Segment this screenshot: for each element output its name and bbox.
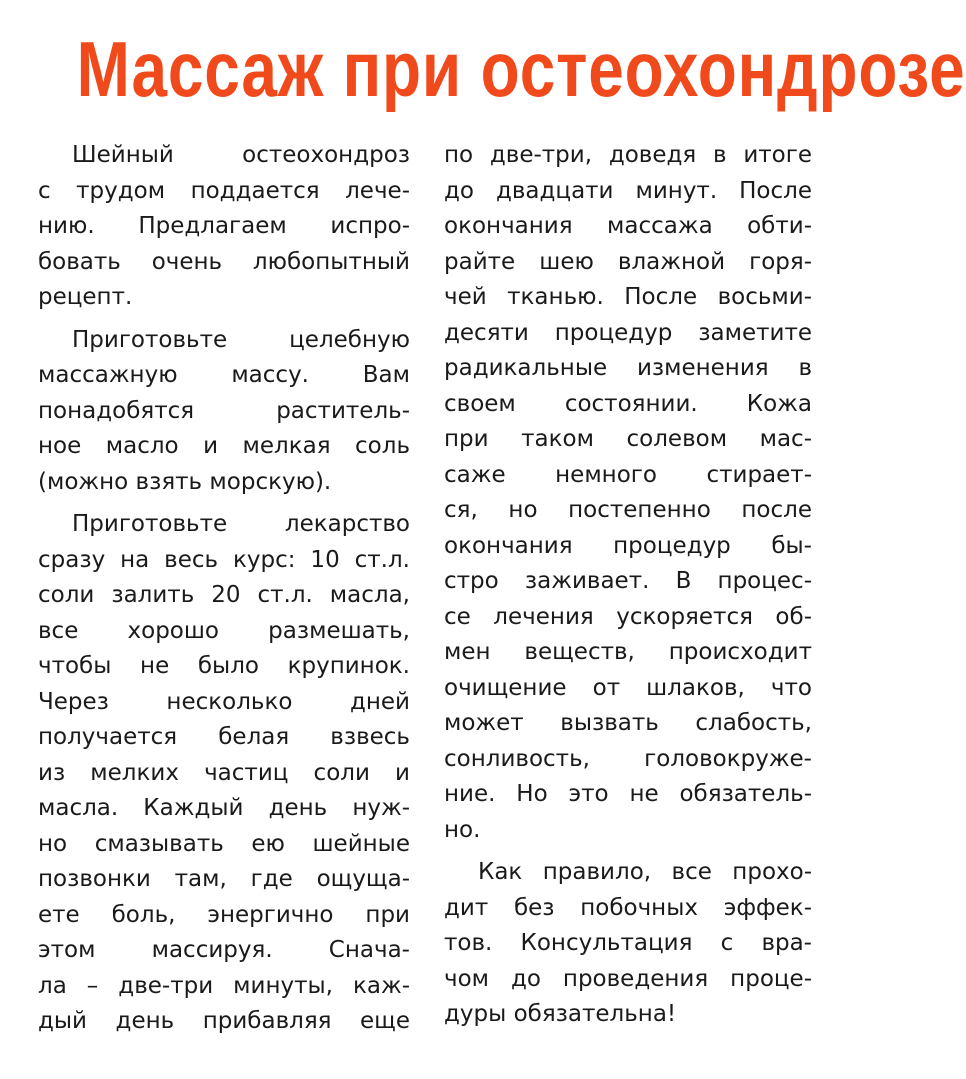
text-line: своем состоянии. Кожа xyxy=(444,390,812,417)
text-line: Как правило, все прохо- xyxy=(478,859,812,885)
text-line: дит без побочных эффек- xyxy=(444,894,812,921)
paragraph-gap xyxy=(38,316,410,323)
text-line: с трудом поддается лече- xyxy=(38,177,410,204)
text-line: при таком солевом мас- xyxy=(444,426,812,452)
text-line: позвонки там, где ощуща- xyxy=(38,866,410,892)
text-line: саже немного стирает- xyxy=(444,461,812,488)
text-line: сонливость, головокруже- xyxy=(444,745,812,772)
text-line: нию. Предлагаем испро- xyxy=(38,213,410,239)
article-title: Массаж при остеохондрозе xyxy=(76,25,966,113)
text-line: может вызвать слабость, xyxy=(444,710,812,736)
text-line: до двадцати минут. После xyxy=(444,177,812,204)
text-line: получается белая взвесь xyxy=(38,724,410,750)
text-line: ся, но постепенно после xyxy=(444,497,812,523)
text-line: окончания процедур бы- xyxy=(444,532,812,559)
text-line: этом массируя. Снача- xyxy=(38,937,410,963)
text-line: по две-три, доведя в итоге xyxy=(444,142,812,168)
text-line: ное масло и мелкая соль xyxy=(38,433,410,459)
text-line: бовать очень любопытный xyxy=(38,248,410,275)
paragraph-gap xyxy=(444,848,812,855)
text-line: но смазывать ею шейные xyxy=(38,830,410,857)
text-line: из мелких частиц соли и xyxy=(38,759,410,786)
text-line: Приготовьте целебную xyxy=(72,326,410,353)
text-line: очищение от шлаков, что xyxy=(444,674,812,701)
text-line: но. xyxy=(444,816,481,843)
text-line: Через несколько дней xyxy=(38,688,410,715)
text-line: понадобятся раститель- xyxy=(38,397,410,424)
text-line: Шейный остеохондроз xyxy=(72,142,410,168)
paragraph-gap xyxy=(38,500,410,507)
right-text-column xyxy=(444,138,812,1033)
text-line: ние. Но это не обязатель- xyxy=(444,781,812,807)
text-line: сразу на весь курс: 10 ст.л. xyxy=(38,546,410,573)
text-line: масла. Каждый день нуж- xyxy=(38,795,410,821)
text-line: чом до проведения проце- xyxy=(444,965,812,992)
text-line: дуры обязательна! xyxy=(444,1001,677,1027)
text-line: соли залить 20 ст.л. масла, xyxy=(38,582,410,608)
text-line: се лечения ускоряется об- xyxy=(444,603,812,630)
text-line: дый день прибавляя еще xyxy=(38,1008,410,1034)
text-line: ете боль, энергично при xyxy=(38,901,410,928)
text-line: (можно взять морскую). xyxy=(38,468,332,495)
text-line: окончания массажа обти- xyxy=(444,213,812,239)
text-line: райте шею влажной горя- xyxy=(444,248,812,275)
left-text-column xyxy=(38,138,410,1040)
text-line: стро заживает. В процес- xyxy=(444,568,812,594)
text-line: ла – две-три минуты, каж- xyxy=(38,972,410,999)
text-line: радикальные изменения в xyxy=(444,355,812,381)
text-line: чтобы не было крупинок. xyxy=(38,653,410,679)
text-line: Приготовьте лекарство xyxy=(72,511,410,537)
text-line: все хорошо размешать, xyxy=(38,617,410,644)
text-line: рецепт. xyxy=(38,284,133,310)
text-line: тов. Консультация с вра- xyxy=(444,930,812,956)
text-line: мен веществ, происходит xyxy=(444,639,812,665)
text-line: десяти процедур заметите xyxy=(444,319,812,346)
text-line: чей тканью. После восьми- xyxy=(444,284,812,310)
text-line: массажную массу. Вам xyxy=(38,362,410,388)
